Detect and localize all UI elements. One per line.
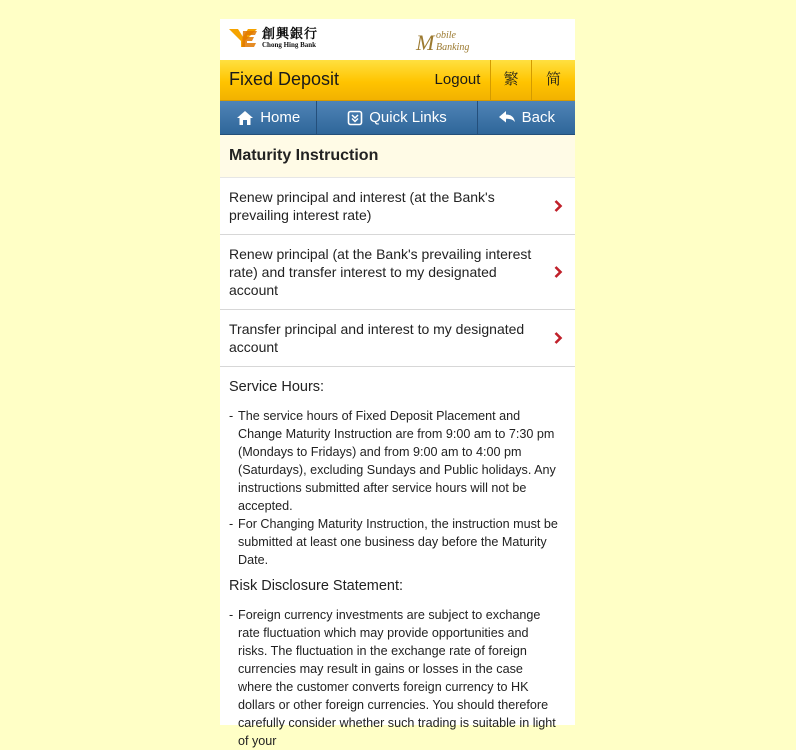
home-label: Home xyxy=(260,109,301,126)
service-hours-text: For Changing Maturity Instruction, the instruction must be submitted at least one business day before the Maturity Date. xyxy=(238,517,558,567)
chevron-right-icon xyxy=(554,331,563,345)
svg-text:M: M xyxy=(416,30,435,55)
brand-name-chinese: 創興銀行 xyxy=(262,26,319,42)
chong-hing-logo-icon xyxy=(228,27,258,49)
back-label: Back xyxy=(521,109,555,126)
service-hours-text: The service hours of Fixed Deposit Placement and Change Maturity Instruction are from 9:00 am to 7:30 pm (Mondays to Fridays) and from 9:00 am to 4:00 pm (Saturdays), excluding Sundays and Public holidays. Any instructions submitted after service hours will not be accepted. xyxy=(238,409,556,513)
bullet-dash: - xyxy=(229,517,234,531)
quick-links-label: Quick Links xyxy=(369,109,447,126)
simplified-chinese-button[interactable]: 简 xyxy=(545,71,561,88)
section-header xyxy=(220,135,575,178)
bullet-dash: - xyxy=(229,409,234,423)
svg-text:Banking: Banking xyxy=(436,42,470,53)
list-item xyxy=(229,606,559,750)
mobile-banking-logo xyxy=(412,26,492,54)
quick-links-icon xyxy=(347,110,363,126)
logout-button[interactable]: Logout xyxy=(425,60,491,100)
service-hours-list xyxy=(229,407,559,569)
brand-text xyxy=(262,28,318,49)
back-button[interactable] xyxy=(478,101,575,134)
risk-disclosure-heading: Risk Disclosure Statement: xyxy=(229,578,404,594)
service-hours-heading: Service Hours: xyxy=(229,379,325,395)
traditional-chinese-button[interactable]: 繁 xyxy=(491,60,532,100)
list-item xyxy=(229,515,559,569)
bullet-dash: - xyxy=(229,608,234,622)
brand-name-english: Chong Hing Bank xyxy=(262,40,317,49)
maturity-option-transfer-principal-interest[interactable] xyxy=(220,310,575,367)
maturity-option-renew-principal-transfer-interest[interactable] xyxy=(220,235,575,310)
option-label: Transfer principal and interest to my designated account xyxy=(229,321,525,355)
quick-links-button[interactable] xyxy=(317,101,477,134)
info-section xyxy=(220,367,575,750)
risk-disclosure-text: Foreign currency investments are subject to exchange rate fluctuation which may provide opportunities and risks. The fluctuation in the exchange rate of foreign currencies may result in gains or losses in the case where the customer converts foreign currency to HK dollars or other foreign currencies. You should therefore carefully consider whether such trading is suitable in light of your xyxy=(238,608,556,748)
mobile-app-screen xyxy=(220,19,575,748)
nav-bar xyxy=(220,101,575,135)
option-label: Renew principal (at the Bank's prevailing interest rate) and transfer interest to my designated account xyxy=(229,246,532,298)
list-item xyxy=(229,407,559,515)
home-icon xyxy=(236,110,254,126)
chevron-right-icon xyxy=(554,265,563,279)
bank-logo[interactable] xyxy=(228,27,318,49)
section-title: Maturity Instruction xyxy=(229,147,379,164)
risk-disclosure-list xyxy=(229,606,559,750)
option-label: Renew principal and interest (at the Bank's prevailing interest rate) xyxy=(229,189,495,223)
home-button[interactable] xyxy=(220,101,317,134)
title-bar xyxy=(220,60,575,101)
maturity-option-renew-principal-interest[interactable] xyxy=(220,178,575,235)
logo-bar xyxy=(220,19,575,60)
svg-text:obile: obile xyxy=(436,30,456,41)
page-title: Fixed Deposit xyxy=(229,69,340,89)
back-arrow-icon xyxy=(498,110,516,126)
chevron-right-icon xyxy=(554,199,563,213)
